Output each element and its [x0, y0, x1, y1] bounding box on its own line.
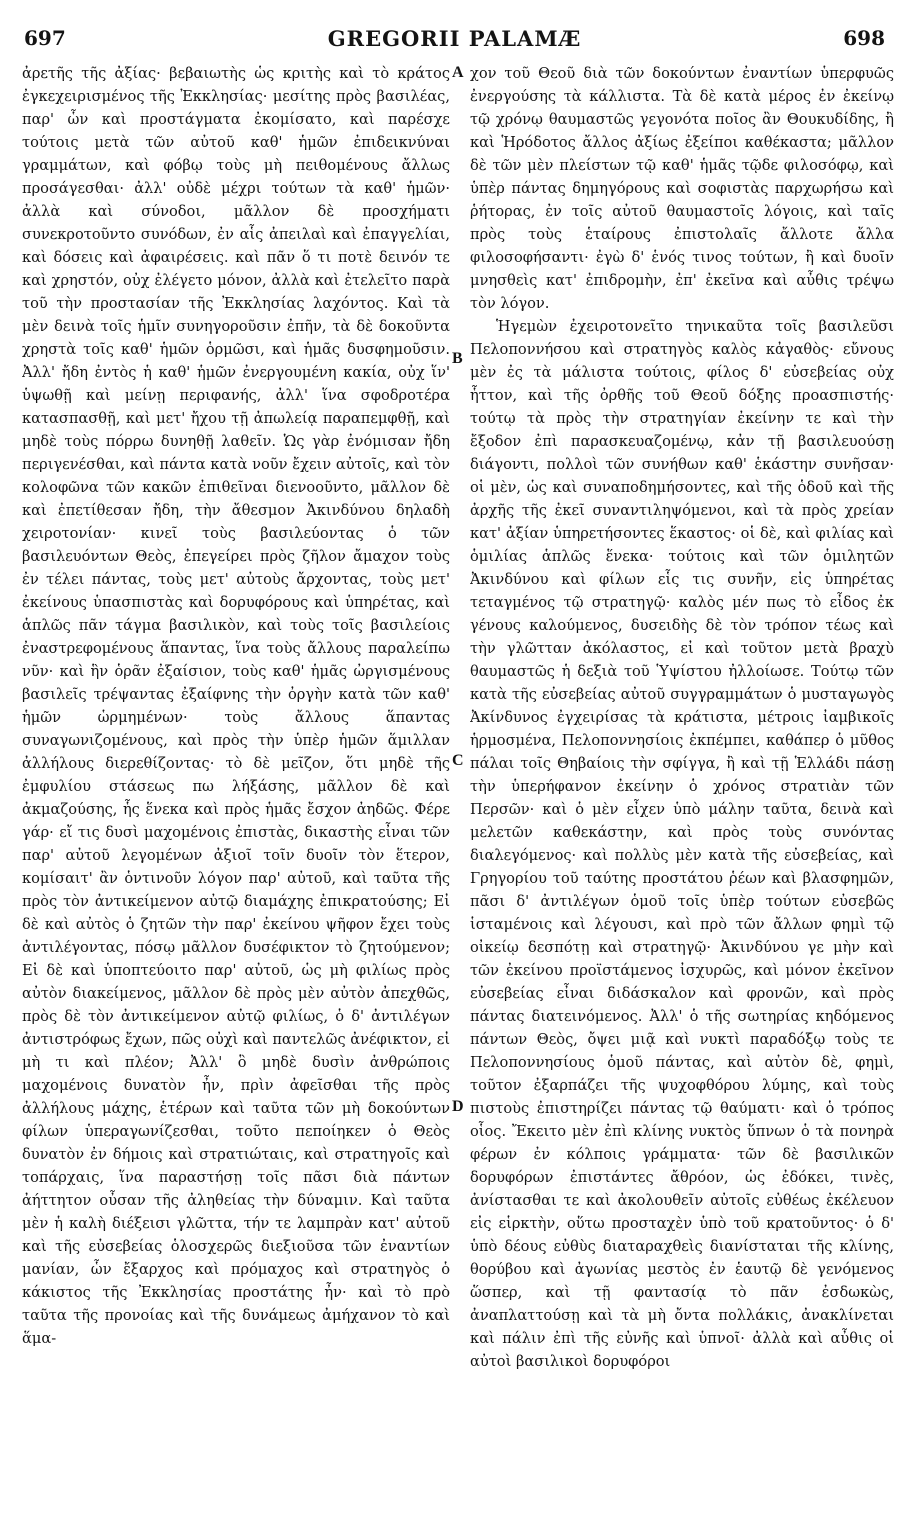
- page-number-left: 697: [24, 26, 66, 50]
- margin-marker-b: B: [452, 350, 463, 367]
- right-column: [470, 62, 894, 1412]
- right-column-paragraph-2: Ἡγεμὼν ἐχειροτονεῖτο τηνικαῦτα τοῖς βασιλεῦσι Πελοποννήσου καὶ στρατηγὸς καλὸς κἀγαθὸς· εὔνους μὲν ἐς τὰ μάλιστα τούτοις, φίλος δ' εὐσεβείας οὐχ ἧττον, καὶ τῆς ὀρθῆς τοῦ Θεοῦ δόξης προασπιστής· τούτῳ τὰ πρὸς τὴν στρατηγίαν ἐκείνην τε καὶ τὴν ἔξοδον ἐπὶ παρασκευαζομένῳ, κἀν τῇ βασιλευούσῃ διάγοντι, πολλοὶ τῶν συνήθων καθ' ἑκάστην συνῆσαν· οἱ μὲν, ὡς καὶ συναποδημήσοντες, καὶ τῆς ὁδοῦ καὶ τῆς ἀρχῆς τῆς ἐκεῖ συναντιληψόμενοι, καὶ τὰ πρὸς χρείαν κατ' ἀξίαν ὑπηρετήσοντες ἕκαστος· οἱ δὲ, καὶ φιλίας καὶ ὁμιλίας ἁπλῶς ἕνεκα· τούτοις καὶ τῶν ὁμιλητῶν Ἀκινδύνου καὶ φίλων εἷς τις συνῆν, εἰς ὑπηρέτας τεταγμένος τῷ στρατηγῷ· καλὸς μέν πως τὸ εἶδος ἐκ γένους καλούμενος, δυσειδὴς δὲ τὸν τρόπον τέως καὶ τὴν γλῶτταν ἀκόλαστος, εἰ καὶ τοῦτον μετὰ βραχὺ θαυμαστῶς ἡ δεξιὰ τοῦ Ὑψίστου ἠλλοίωσε. Τούτῳ τῶν κατὰ τῆς εὐσεβείας αὐτοῦ συγγραμμάτων ὁ μυσταγωγὸς Ἀκίνδυνος ἐγχειρίσας τὰ κράτιστα, μέτροις ἰαμβικοῖς ἡρμοσμένα, Πελοποννησίοις ἐκπέμπει, καθάπερ ὁ μῦθος πάλαι τοῖς Θηβαίοις τὴν σφίγγα, ἢ καὶ τῇ Ἑλλάδι πάσῃ τὴν ὑπερήφανον ἐκείνην ὁ χρόνος στρατιὰν τῶν Περσῶν· καὶ ὁ μὲν εἶχεν ὑπὸ μάλην ταῦτα, δεινὰ καὶ μελετῶν καθεκάστην, καὶ πρὸς τοὺς συνόντας διαλεγόμενος· καὶ πολλὺς μὲν κατὰ τῆς εὐσεβείας, καὶ Γρηγορίου τοῦ ταύτης προστάτου ῥέων καὶ βλασφημῶν, πᾶσι δ' ἀντιλέγων ὁμοῦ τοῖς ὑπὲρ τούτων εὐσεβῶς ἱσταμένοις καὶ λέγουσι, καὶ πρὸ τῶν ἄλλων φημὶ τῷ οἰκείῳ δεσπότῃ καὶ στρατηγῷ· Ἀκινδύνου γε μὴν καὶ τῶν ἐκείνου προϊστάμενος ἰσχυρῶς, καὶ μόνον ἐκεῖνον εὐσεβείας εἶναι διδάσκαλον καὶ φρονῶν, καὶ πρὸς πάντας διατεινόμενος. Ἀλλ' ὁ τῆς σωτηρίας κηδόμενος πάντων Θεὸς, ὄψει μιᾷ καὶ νυκτὶ παραδόξῳ τοὺς τε Πελοποννησίους ὁμοῦ πάντας, καὶ αὐτὸν δὲ, φημὶ, τοῦτον ἐξαρπάζει τῆς ψυχοφθόρου λύμης, καὶ τοὺς πιστοὺς ἐπιστηρίζει πάντας τῷ θαύματι· καὶ ὁ τρόπος οἷος. Ἔκειτο μὲν ἐπὶ κλίνης νυκτὸς ὕπνων ὁ τὰ πονηρὰ φέρων ἐν κόλποις γράμματα· τῶν δὲ βασιλικῶν δορυφόρων ἐπιστάντες ἄθρόον, ὡς ἐδόκει, τινὲς, ἀνίστασθαι τε καὶ ἀκολουθεῖν αὐτοῖς εὐθέως ἐκέλευον εἰς εἱρκτὴν, οὕτω προσταχὲν ὑπὸ τοῦ κρατοῦντος· ὁ δ' ὑπὸ δέους εὐθὺς διαταραχθεὶς διανίσταται τῆς κλίνης, θορύβου καὶ ἀγωνίας μεστὸς ἐν ἑαυτῷ δὲ γενόμενος ὥσπερ, καὶ τῇ φαντασίᾳ τὸ πᾶν ἐσδωκὼς, ἀναπλαττούσῃ καὶ τὰ μὴ ὄντα πολλάκις, ἀνακλίνεται καὶ πάλιν ἐπὶ τῆς εὐνῆς καὶ ὑπνοῖ· ἀλλὰ καὶ αὖθις οἱ αὐτοὶ βασιλικοὶ δορυφόροι: [470, 318, 894, 1370]
- left-column: [22, 62, 450, 1528]
- margin-marker-d: D: [452, 1098, 464, 1115]
- left-column-text: ἀρετῆς τῆς ἀξίας· βεβαιωτὴς ὡς κριτὴς καὶ τὸ κράτος ἐγκεχειρισμένος τῆς Ἐκκλησίας· μεσίτης πρὸς βασιλέας, παρ' ὧν καὶ προστάγματα ἐκομίσατο, καὶ παρέσχε τούτοις μετὰ τῶν αὐτοῦ καθ' ἡμῶν ἐπιδεικνύναι γραμμάτων, καὶ φόβῳ τοὺς μὴ πειθομένους ἄλλως προσάγεσθαι· ἀλλ' οὐδὲ μέχρι τούτων τὰ καθ' ἡμῶν· ἀλλὰ καὶ σύνοδοι, μᾶλλον δὲ προσχήματι συνεκροτοῦντο συνόδων, ἐν αἷς ἀπειλαὶ καὶ ἐπαγγελίαι, καὶ δόσεις καὶ ἀφαιρέσεις. καὶ πᾶν ὅ τι ποτὲ δεινόν τε καὶ χρηστόν, οὐχ ἐλέγετο μόνον, ἀλλὰ καὶ ἐτελεῖτο παρὰ τοῦ τὴν προστασίαν τῆς Ἐκκλησίας λαχόντος. Καὶ τὰ μὲν δεινὰ τοῖς ἡμῖν συνηγοροῦσιν ἐπῆν, τὰ δὲ δοκοῦντα χρηστὰ τοῖς καθ' ἡμῶν ὁρμῶσι, καὶ ἡμᾶς δυσφημοῦσιν. Ἀλλ' ἤδη ἐντὸς ἡ καθ' ἡμῶν ἐνεργουμένη κακία, οὐχ ἵν' ὑψωθῇ καὶ μείνῃ περιφανής, ἀλλ' ἵνα σφοδροτέρα κατασπασθῇ, καὶ μετ' ἤχου τῇ ἀπωλείᾳ παραπεμφθῇ, καὶ μηδὲ τοὺς πόρρω δυνηθῇ λαθεῖν. Ὡς γὰρ ἐνόμισαν ἤδη περιγενέσθαι, καὶ πάντα κατὰ νοῦν ἔχειν αὐτοῖς, καὶ τὸν κολοφῶνα τῶν κακῶν ἐπιθεῖναι διενοοῦντο, μᾶλλον δὲ καὶ ἐπετίθεσαν ἤδη, τὴν ἄθεσμον Ἀκινδύνου δηλαδὴ χειροτονίαν· κινεῖ τοὺς βασιλεύοντας ὁ τῶν βασιλευόντων Θεὸς, ἐπεγείρει πρὸς ζῆλον ἄμαχον τοὺς ἐν τέλει πάντας, τοὺς μετ' αὐτοὺς ἄρχοντας, τοὺς μετ' ἐκείνους ὑπασπιστὰς καὶ δορυφόρους καὶ ὑπηρέτας, καὶ ἁπλῶς πᾶν τάγμα βασιλικὸν, καὶ τοὺς τοῖς βασιλείοις ἐναστρεφομένους ἅπαντας, ἵνα τοὺς ἄλλους παραλείπω νῦν· καὶ ἣν ὁρᾶν ἐξαίσιον, τοὺς καθ' ἡμᾶς ὠργισμένους βασιλεῖς τρέψαντας ἐξαίφνης τὴν ὀργὴν κατὰ τῶν καθ' ἡμῶν ὡρμημένων· τοὺς ἄλλους ἅπαντας συναγωνιζομένους, καὶ πρὸς τὴν ὑπὲρ ἡμῶν ἅμιλλαν ἀλλήλους διερεθίζοντας· τὸ δὲ μεῖζον, ὅτι μηδὲ τῆς ἐμφυλίου στάσεως πω λήξάσης, μᾶλλον δὲ καὶ ἀκμαζούσης, ἧς ἕνεκα καὶ πρὸς ἡμᾶς ἔσχον ἀηδῶς. Φέρε γάρ· εἴ τις δυσὶ μαχομένοις ἐπιστὰς, δικαστὴς εἶναι τῶν παρ' αὐτοῦ λεγομένων ἀξιοῖ τοῖν δυοῖν τὸν ἕτερον, κομίσαιτ' ἂν ὁντινοῦν λόγον παρ' αὐτοῦ, καὶ ταῦτα τῆς πρὸς τὸν ἀντικείμενον αὐτῷ διαμάχης ἐπικρατούσης; Εἰ δὲ καὶ αὐτὸς ὁ ζητῶν τὴν παρ' ἐκείνου ψῆφον ἔχει τοὺς ἀντιλέγοντας, πόσῳ μᾶλλον δυσέφικτον τὸ ζητούμενον; Εἰ δὲ καὶ ὑποπτεύοιτο παρ' αὐτοῦ, ὡς μὴ φιλίως πρὸς αὐτὸν διακείμενος, μᾶλλον δὲ πρὸς μὲν αὐτὸν ἀπεχθῶς, πρὸς δὲ τὸν ἀντικείμενον αὐτῷ φιλίως, ὁ δ' ἀντιλέγων ἀντιστρόφως ἔχων, πῶς οὐχὶ καὶ παντελῶς ἀνέφικτον, εἰ μὴ τι καὶ πλέον; Ἀλλ' ὃ μηδὲ δυσὶν ἀνθρώποις μαχομένοις δυνατὸν ἦν, πρὶν ἀφεῖσθαι τῆς πρὸς ἀλλήλους μάχης, ἑτέρων καὶ ταῦτα τῶν μὴ δοκούντων φίλων ὑπεραγωνίζεσθαι, τοῦτο πεποίηκεν ὁ Θεὸς δυνατὸν ἐν δήμοις καὶ στρατιώταις, καὶ στρατηγοῖς καὶ τοπάρχαις, ἵνα παραστήσῃ τοῖς πᾶσι διὰ πάντων ἀήττητον οὖσαν τῆς ἀληθείας τὴν δύναμιν. Καὶ ταῦτα μὲν ἡ καλὴ διέξεισι γλῶττα, τήν τε λαμπρὰν κατ' αὐτοῦ καὶ τῆς εὐσεβείας ὁλοσχερῶς διεξιοῦσα τῶν ἐναντίων μανίαν, ὧν ἔξαρχος καὶ πρόμαχος καὶ στρατηγὸς ὁ κάκιστος τῆς Ἐκκλησίας προστάτης ἦν· καὶ τὸ πρὸ ταῦτα τῆς προνοίας καὶ τῆς δυνάμεως ἀμήχανον τὸ καὶ ἅμα-: [22, 65, 450, 1347]
- margin-marker-c: C: [452, 752, 464, 769]
- margin-marker-a: A: [452, 64, 464, 81]
- running-head: [24, 8, 885, 51]
- page-number-right: 698: [843, 26, 885, 50]
- running-title: GREGORII PALAMÆ: [327, 26, 582, 51]
- right-column-paragraph-1: χον τοῦ Θεοῦ διὰ τῶν δοκούντων ἐναντίων ὑπερφυῶς ἐνεργούσης τὰ κάλλιστα. Τὰ δὲ κατὰ μέρος ἐν ἐκείνῳ τῷ χρόνῳ θαυμαστῶς γεγονότα ποῖος ἂν Θουκυδίδης, ἢ καὶ Ἡρόδοτος ἄλλος ἀξίως ἐξείποι καθέκαστα; μᾶλλον δὲ τῶν μὲν πλείστων τῷ καθ' ἡμᾶς τῷδε φιλοσόφῳ, καὶ ὑπὲρ πάντας δημηγόρους καὶ σοφιστὰς παρχωρήσω καὶ ῥήτορας, ἐν τοῖς αὐτοῦ θαυμαστοῖς λόγοις, καὶ ταῖς πρὸς τοὺς ἑταίρους ἐπιστολαῖς ἄλλοτε ἄλλα φιλοσοφήσαντι· ἐγὼ δ' ἑνός τινος τούτων, ἢ καὶ δυοῖν μνησθεὶς κατ' ἐπιδρομὴν, ἐπ' ἐκεῖνα καὶ αὖθις τρέψω τὸν λόγον.: [470, 65, 894, 312]
